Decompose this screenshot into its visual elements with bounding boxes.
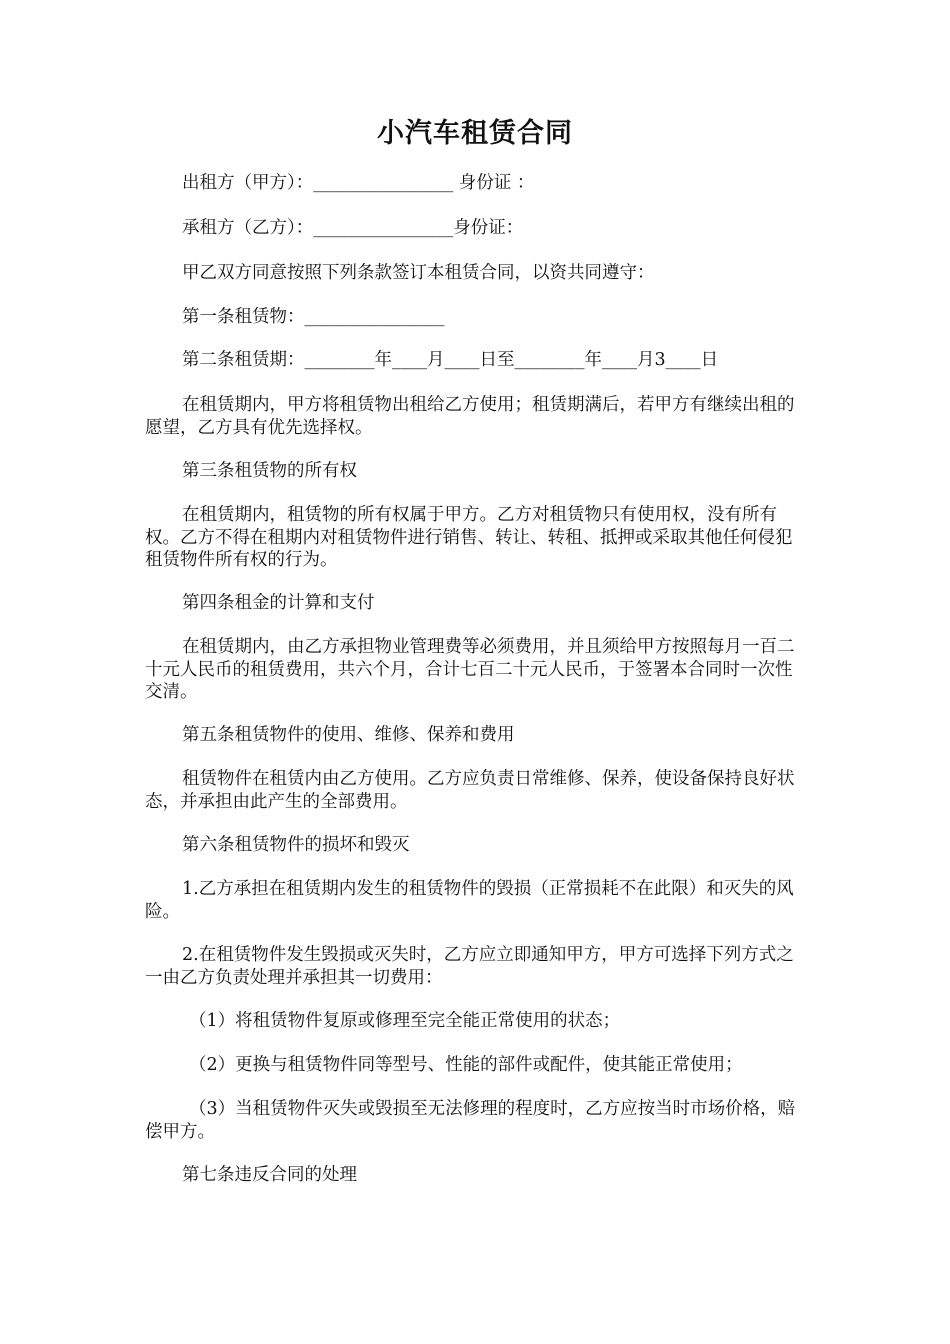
paragraph-article-4: 第四条租金的计算和支付 [182,593,375,613]
paragraph-article-3: 第三条租赁物的所有权 [182,461,357,481]
paragraph-rent-body: 在租赁期内，由乙方承担物业管理费等必须费用，并且须给甲方按照每月一百二十元人民币的租赁费用，共六个月，合计七百二十元人民币，于签署本合同时一次性交清。 [145,637,795,702]
paragraph-article-1: 第一条租赁物：________________ [182,307,445,327]
paragraph-article-5: 第五条租赁物件的使用、维修、保养和费用 [182,725,515,745]
document-title: 小汽车租赁合同 [377,118,573,149]
paragraph-option-3: （3）当租赁物件灭失或毁损至无法修理的程度时，乙方应按当时市场价格，赔偿甲方。 [145,1099,796,1142]
paragraph-option-1: （1）将租赁物件复原或修理至完全能正常使用的状态； [189,1011,621,1031]
paragraph-lessor: 出租方（甲方）：________________ 身份证 ： [182,173,535,193]
paragraph-damage-notice: 2.在租赁物件发生毁损或灭失时，乙方应立即通知甲方，甲方可选择下列方式之一由乙方负责处理并承担其一切费用： [145,945,794,988]
paragraph-option-2: （2）更换与租赁物件同等型号、性能的部件或配件，使其能正常使用； [189,1055,743,1075]
paragraph-article-6: 第六条租赁物件的损坏和毁灭 [182,835,410,855]
paragraph-article-2: 第二条租赁期：________年____月____日至________年____月3____日 [182,350,719,370]
paragraph-ownership-body: 在租赁期内，租赁物的所有权属于甲方。乙方对租赁物只有使用权，没有所有权。乙方不得在租期内对租赁物件进行销售、转让、转租、抵押或采取其他任何侵犯租赁物件所有权的行为。 [145,505,793,570]
paragraph-lease-term-body: 在租赁期内，甲方将租赁物出租给乙方使用；租赁期满后，若甲方有继续出租的愿望，乙方具有优先选择权。 [145,395,795,438]
paragraph-article-7: 第七条违反合同的处理 [182,1165,357,1185]
paragraph-lessee: 承租方（乙方）：________________身份证： [182,218,524,238]
paragraph-usage-body: 租赁物件在租赁内由乙方使用。乙方应负责日常维修、保养，使设备保持良好状态，并承担由此产生的全部费用。 [145,769,795,812]
paragraph-agreement-intro: 甲乙双方同意按照下列条款签订本租赁合同，以资共同遵守： [182,263,655,283]
paragraph-damage-risk: 1.乙方承担在租赁期内发生的租赁物件的毁损（正常损耗不在此限）和灭失的风险。 [145,879,794,922]
